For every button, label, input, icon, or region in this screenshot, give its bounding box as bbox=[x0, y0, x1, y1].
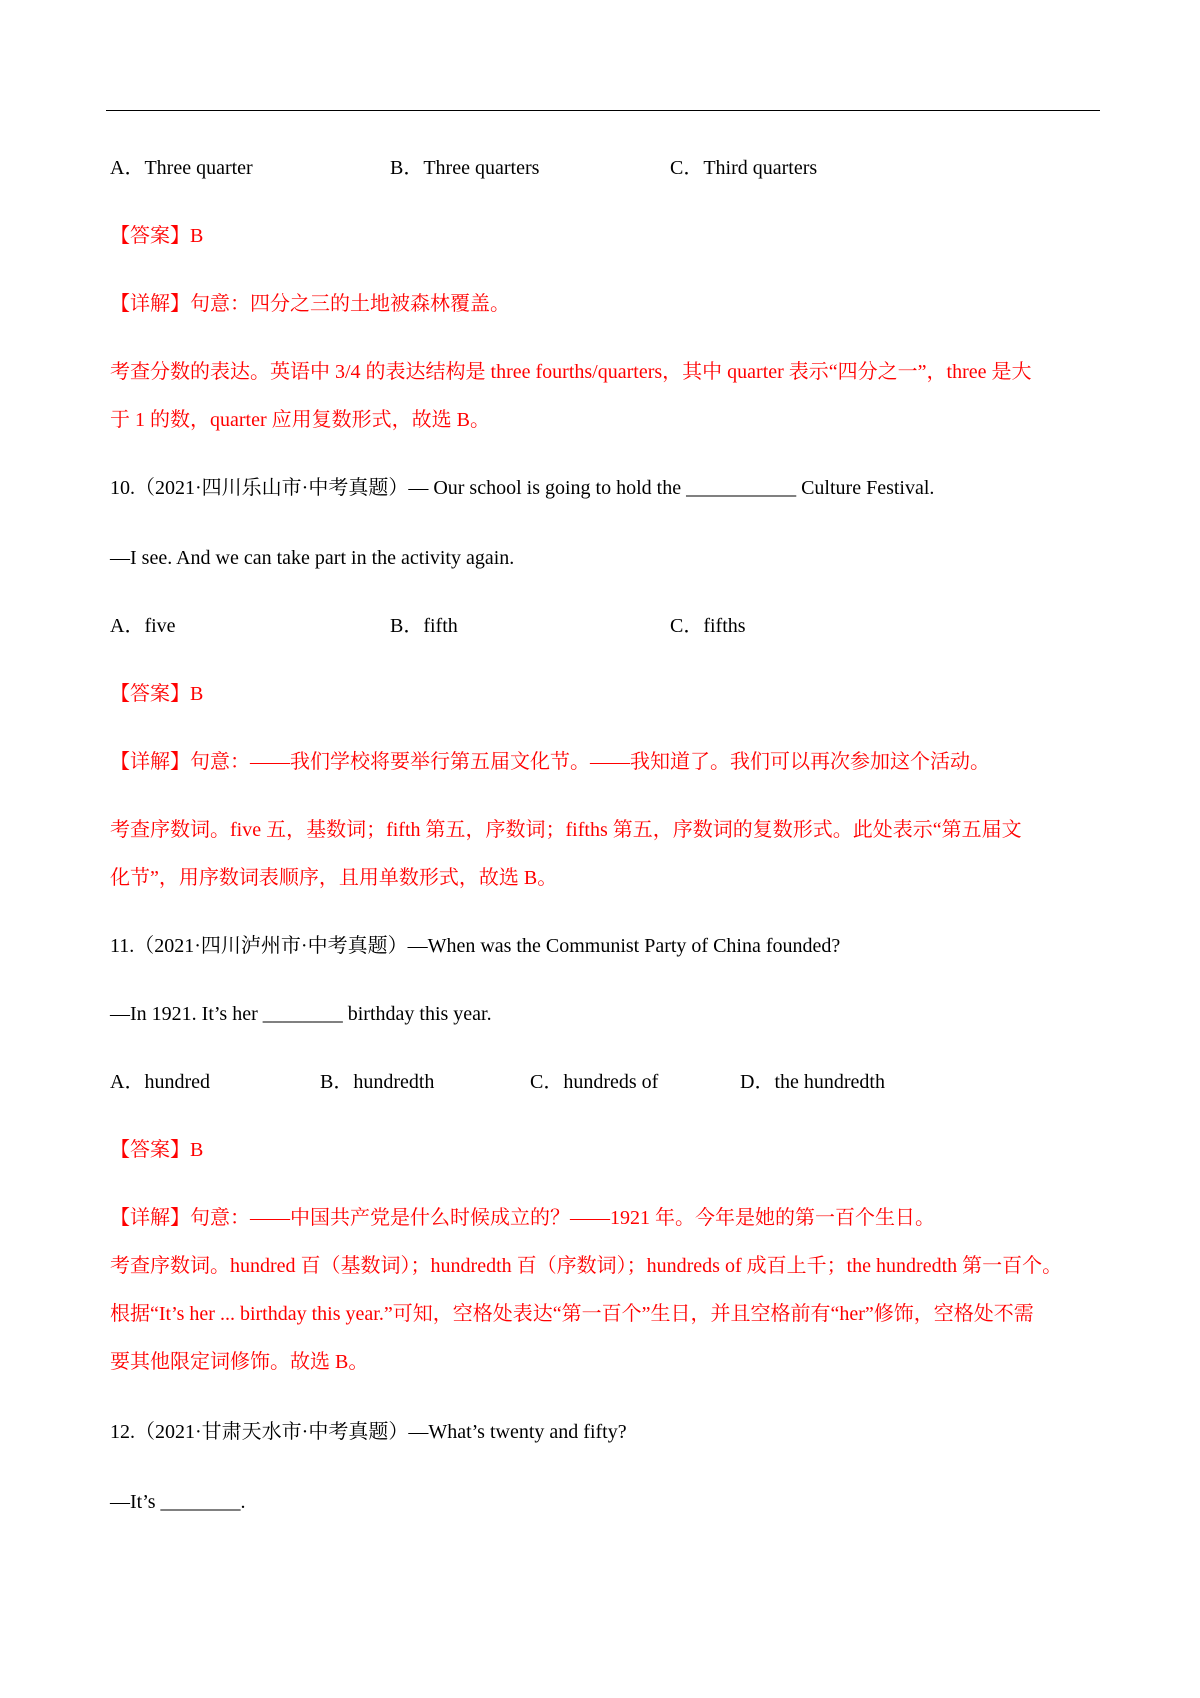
q9-option-b: B．Three quarters bbox=[390, 157, 540, 179]
q10-answer: 【答案】B bbox=[110, 683, 204, 705]
q11-option-b: B．hundredth bbox=[320, 1071, 435, 1093]
q11-analysis-line-3: 要其他限定词修饰。故选 B。 bbox=[110, 1351, 369, 1373]
q11-stem: 11.（2021·四川泸州市·中考真题）—When was the Communist Party of China founded? bbox=[110, 935, 841, 957]
q10-analysis-line-2: 化节”，用序数词表顺序，且用单数形式，故选 B。 bbox=[110, 867, 558, 889]
q9-option-a: A．Three quarter bbox=[110, 157, 253, 179]
q10-reply: —I see. And we can take part in the activity again. bbox=[110, 547, 515, 569]
q11-option-d: D．the hundredth bbox=[740, 1071, 885, 1093]
q11-detail: 【详解】句意：——中国共产党是什么时候成立的？——1921 年。今年是她的第一百个生日。 bbox=[110, 1207, 935, 1229]
q12-stem: 12.（2021·甘肃天水市·中考真题）—What’s twenty and fifty? bbox=[110, 1421, 627, 1443]
q10-stem: 10.（2021·四川乐山市·中考真题）— Our school is going to hold the ___________ Culture Festival. bbox=[110, 477, 935, 499]
q9-option-c: C．Third quarters bbox=[670, 157, 818, 179]
q10-detail: 【详解】句意：——我们学校将要举行第五届文化节。——我知道了。我们可以再次参加这个活动。 bbox=[110, 751, 990, 773]
q9-answer: 【答案】B bbox=[110, 225, 204, 247]
q9-analysis-line-1: 考查分数的表达。英语中 3/4 的表达结构是 three fourths/quarters，其中 quarter 表示“四分之一”，three 是大 bbox=[110, 361, 1032, 383]
q10-option-b: B．fifth bbox=[390, 615, 458, 637]
q9-analysis-line-2: 于 1 的数，quarter 应用复数形式，故选 B。 bbox=[110, 409, 490, 431]
q11-analysis-line-1: 考查序数词。hundred 百（基数词）；hundredth 百（序数词）；hundreds of 成百上千；the hundredth 第一百个。 bbox=[110, 1255, 1063, 1277]
q11-reply: —In 1921. It’s her ________ birthday this year. bbox=[110, 1003, 492, 1025]
q11-answer: 【答案】B bbox=[110, 1139, 204, 1161]
q10-option-c: C．fifths bbox=[670, 615, 746, 637]
q9-detail: 【详解】句意：四分之三的土地被森林覆盖。 bbox=[110, 293, 510, 315]
q10-option-a: A．five bbox=[110, 615, 176, 637]
header-rule bbox=[106, 110, 1100, 111]
q11-analysis-line-2: 根据“It’s her ... birthday this year.”可知，空格处表达“第一百个”生日，并且空格前有“her”修饰，空格处不需 bbox=[110, 1303, 1034, 1325]
q11-option-c: C．hundreds of bbox=[530, 1071, 659, 1093]
q12-reply: —It’s ________. bbox=[110, 1491, 246, 1513]
q11-option-a: A．hundred bbox=[110, 1071, 210, 1093]
q10-analysis-line-1: 考查序数词。five 五，基数词；fifth 第五，序数词；fifths 第五，序数词的复数形式。此处表示“第五届文 bbox=[110, 819, 1022, 841]
